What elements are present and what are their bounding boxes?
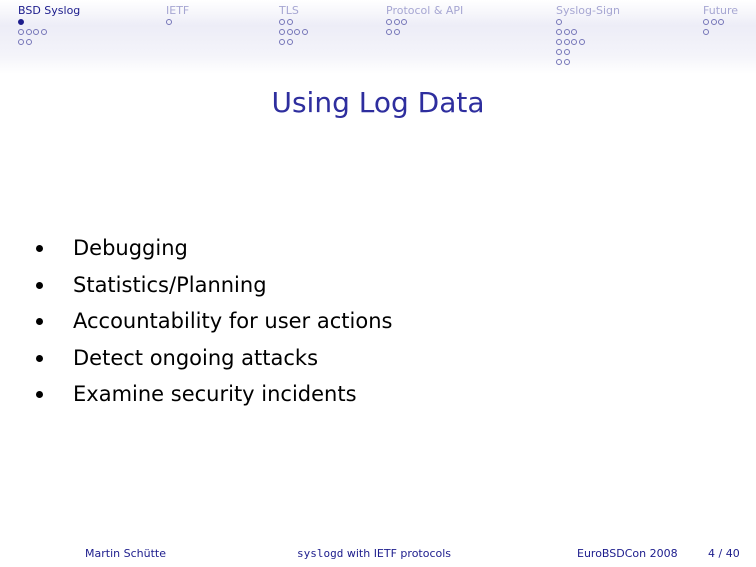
frame-dot-icon[interactable] (564, 59, 570, 65)
section-navigation-bar (0, 0, 756, 74)
footer-talk-title-code: syslogd (297, 547, 344, 560)
slide-title: Using Log Data (271, 86, 485, 119)
footer-talk-title (297, 547, 451, 561)
nav-section-label: Protocol & API (386, 4, 464, 17)
frame-dot-icon[interactable] (41, 29, 47, 35)
nav-frame-row (556, 17, 620, 27)
frame-dot-icon[interactable] (394, 19, 400, 25)
frame-dot-icon[interactable] (294, 29, 300, 35)
nav-section-label: Syslog-Sign (556, 4, 620, 17)
nav-frame-row (556, 47, 620, 57)
frame-dot-icon[interactable] (556, 19, 562, 25)
list-item-text: Debugging (73, 236, 188, 260)
nav-frame-row (279, 27, 309, 37)
nav-section-label: BSD Syslog (18, 4, 81, 17)
frame-dot-icon[interactable] (571, 39, 577, 45)
frame-dot-icon[interactable] (287, 19, 293, 25)
frame-dot-icon[interactable] (26, 29, 32, 35)
nav-frame-row (279, 17, 309, 27)
frame-dot-icon[interactable] (571, 29, 577, 35)
frame-dot-icon[interactable] (279, 19, 285, 25)
list-item-text: Statistics/Planning (73, 272, 267, 297)
footer-event: EuroBSDCon 2008 (577, 547, 678, 560)
nav-section-label: TLS (279, 4, 299, 17)
frame-dot-icon[interactable] (18, 39, 24, 45)
list-item (73, 340, 392, 377)
frame-dot-icon[interactable] (564, 49, 570, 55)
frame-dot-icon[interactable] (287, 29, 293, 35)
bullet-icon (36, 391, 43, 398)
frame-dot-icon[interactable] (279, 29, 285, 35)
nav-section-syslog-sign[interactable] (556, 4, 620, 67)
frame-dot-icon[interactable] (302, 29, 308, 35)
frame-dot-icon[interactable] (556, 29, 562, 35)
footer-talk-title-rest: with IETF protocols (343, 547, 452, 560)
frame-dot-icon[interactable] (564, 29, 570, 35)
nav-frame-row (18, 17, 80, 27)
footer-author: Martin Schütte (85, 547, 166, 560)
bullet-icon (36, 245, 43, 252)
list-item (73, 376, 392, 413)
nav-frame-row (386, 17, 463, 27)
nav-frame-row (386, 27, 463, 37)
frame-dot-icon[interactable] (579, 39, 585, 45)
list-item-text: Detect ongoing attacks (73, 345, 319, 370)
nav-section-future[interactable] (703, 4, 738, 37)
frame-dot-icon[interactable] (564, 39, 570, 45)
frame-dot-icon[interactable] (394, 29, 400, 35)
frame-dot-icon[interactable] (703, 19, 709, 25)
nav-section-bsd-syslog[interactable] (18, 4, 80, 47)
bullet-icon (36, 318, 43, 325)
nav-frame-row (556, 27, 620, 37)
frame-dot-icon[interactable] (556, 39, 562, 45)
frame-dot-icon[interactable] (401, 19, 407, 25)
frame-dot-icon[interactable] (718, 19, 724, 25)
frame-dot-icon[interactable] (711, 19, 717, 25)
nav-frame-row (18, 37, 80, 47)
nav-frame-row (166, 17, 189, 27)
nav-section-ietf[interactable] (166, 4, 189, 27)
current-frame-dot-icon[interactable] (18, 19, 24, 25)
nav-frame-row (18, 27, 80, 37)
nav-frame-row (703, 27, 738, 37)
frame-dot-icon[interactable] (556, 59, 562, 65)
list-item-text: Accountability for user actions (73, 309, 393, 333)
nav-frame-row (556, 57, 620, 67)
list-item-text: Examine security incidents (73, 382, 357, 406)
nav-section-protocol-api[interactable] (386, 4, 463, 37)
nav-frame-row (703, 17, 738, 27)
frame-dot-icon[interactable] (386, 29, 392, 35)
list-item (73, 267, 392, 304)
nav-frame-row (556, 37, 620, 47)
frame-dot-icon[interactable] (279, 39, 285, 45)
frame-dot-icon[interactable] (26, 39, 32, 45)
frame-dot-icon[interactable] (33, 29, 39, 35)
list-item (73, 303, 392, 340)
frame-dot-icon[interactable] (287, 39, 293, 45)
footer-page-number: 4 / 40 (708, 547, 740, 560)
nav-frame-row (279, 37, 309, 47)
frame-dot-icon[interactable] (386, 19, 392, 25)
frame-dot-icon[interactable] (18, 29, 24, 35)
list-item (73, 230, 392, 267)
frame-dot-icon[interactable] (166, 19, 172, 25)
nav-section-label: IETF (166, 4, 190, 17)
frame-dot-icon[interactable] (703, 29, 709, 35)
nav-section-label: Future (703, 4, 739, 17)
nav-section-tls[interactable] (279, 4, 309, 47)
bullet-icon (36, 282, 43, 289)
bullet-icon (36, 355, 43, 362)
frame-dot-icon[interactable] (556, 49, 562, 55)
bullet-list (73, 230, 392, 413)
